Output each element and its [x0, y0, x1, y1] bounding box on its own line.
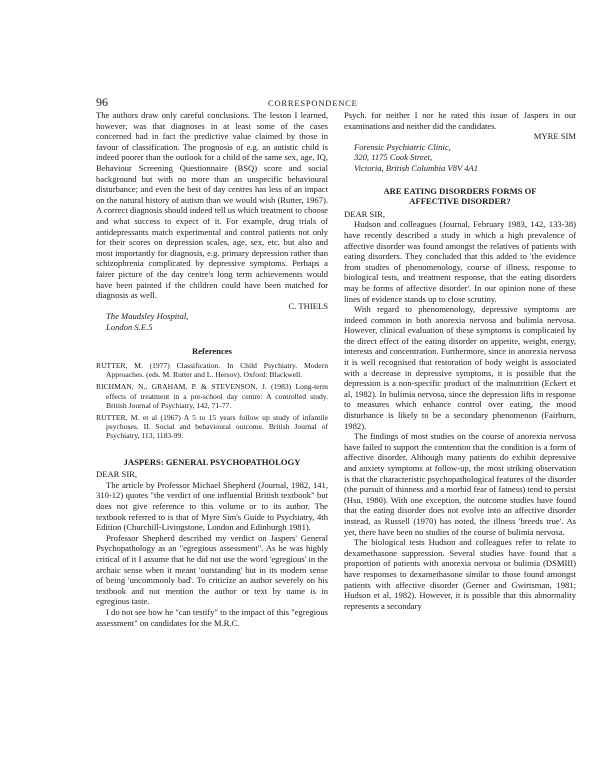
letter-paragraph: I do not see how he "can testify" to the impact of this "egregious assessment" on candidates for the M.R.C. — [96, 607, 328, 628]
heading-line: AFFECTIVE DISORDER? — [409, 196, 511, 207]
address-line: 320, 1175 Cook Street, — [354, 152, 433, 163]
address-line: London S.E.5 — [106, 321, 153, 332]
page-number: 96 — [96, 95, 108, 109]
letter-paragraph: With regard to phenomenology, depressive symptoms are indeed common in both anorexia nervosa and bulimia nervosa. However, clinical evaluation of these symptoms is complicated by the direct effect of the eating disorder on appetite, weight, energy, interests and concentration. Furthermore, since in anorexia nervosa it is well recognised that restoration of body weight is associated with a decrease in depressive symptoms, it is possible that the depression is a non-specific product of the malnutrition (Eckert et al, 1982). In bulimia nervosa, since the depression lifts in response to measures which enhance control over eating, the mood disturbance is likely to be a secondary phenomenon (Fairburn, 1982). — [344, 304, 576, 431]
references-heading: References — [192, 346, 232, 357]
signature: MYRE SIM — [533, 131, 576, 142]
letter-paragraph: Hudson and colleagues (Journal, February 1983, 142, 133-38) have recently described a study in which a high prevalence of affective disorder was found amongst the relatives of patients with eating disorders. They concluded that this added to 'the evidence from studies of phenomenology, course of illness, response to biological tests, and treatment response, that the eating disorders may be forms of affective disorder'. In our opinion none of these lines of evidence stands up to close scrutiny. — [344, 219, 576, 304]
letter-paragraph: The biological tests Hudson and colleagues refer to relate to dexamethasone suppression. Several studies have found that a proportion of patients with anorexia nervosa or bulimia (DSMIII) have responses to dexamethasone similar to those found amongst patients with affective disorder (Gerner and Gwirtsman, 1981; Hudson et al, 1982). However, it is possible that this abnormality represents a secondary — [344, 537, 576, 611]
letter-paragraph: Psych. for neither I nor he rated this issue of Jaspers in our examinations and neither did the candidates. — [344, 110, 576, 131]
heading-line: ARE EATING DISORDERS FORMS OF — [383, 185, 537, 196]
reference-item: RUTTER, M. (1977) Classification. In Child Psychiatry. Modern Approaches. (eds. M. Rutter and L. Hersov). Oxford: Blackwell. — [96, 361, 328, 380]
salutation: DEAR SIR, — [96, 469, 138, 480]
reference-item: RICHMAN, N., GRAHAM, P. & STEVENSON, J. (1983) Long-term effects of treatment in a pre-school day centre: A controlled study. British Journal of Psychiatry, 142, 71-77. — [96, 382, 328, 410]
address-line: Forensic Psychiatric Clinic, — [354, 141, 451, 152]
reference-item: RUTTER, M. et al (1967) A 5 to 15 years follow up study of infantile psychoses. II. Social and behavioural outcome. British Journal of Psychiatry, 113, 1183-99. — [96, 413, 328, 441]
section-heading-jaspers: JASPERS: GENERAL PSYCHOPATHOLOGY — [123, 456, 301, 467]
letter-paragraph: Professor Shepherd described my verdict on Jaspers' General Psychopathology as an "egregious assessment". As he was highly critical of it I assume that he did not use the word 'egregious' in the archaic sense when it meant 'outstanding' but in its modern sense of being 'uncommonly bad'. To criticize an author severely on his textbook and not mention the author or text by name is in egregious taste. — [96, 532, 328, 607]
letter-paragraph: The authors draw only careful conclusions. The lesson I learned, however, was that diagnoses in at least some of the cases concerned had in fact the predictive value claimed by those in favour of classification. The prognosis of e.g. an autistic child is indeed poorer than the outlook for a child of the same sex, age, IQ, Behaviour Screening Questionnaire (BSQ) score and social background but with no more than an unspecific behavioural disturbance; and even the best of day centres has less of an impact on the natural history of autism than we would wish (Rutter, 1967). A correct diagnosis should indeed tell us which treatment to choose and what success to expect of it. For example, drug trials of antidepressants match experimental and control patients not only for their scores on depression scales, age, sex, etc. but also and most importantly for diagnosis, e.g. primary depression rather than schizophrenia complicated by depressive symptoms. Perhaps a fairer picture of the day centre's long term achievements would have been painted if the children could have been matched for diagnosis as well. — [96, 110, 328, 301]
letter-paragraph: The findings of most studies on the course of anorexia nervosa have failed to support the contention that the condition is a form of affective disorder. Although many patients do exhibit depressive and anxiety symptoms at follow-up, the most striking observation is that the characteristic psychopathological features of the disorder (the pursuit of thinness and a morbid fear of fatness) tend to persist (Hsu, 1980). With one exception, the outcome studies have found that the eating disorder does not evolve into an affective disorder instead, as Russell (1970) has noted, the illness 'breeds true'. As yet, there have been no studies of the course of bulimia nervosa. — [344, 431, 576, 537]
salutation: DEAR SIR, — [344, 208, 386, 219]
section-heading-eating-disorders — [344, 186, 576, 207]
signature: C. THIELS — [288, 300, 328, 311]
running-head: CORRESPONDENCE — [268, 98, 358, 108]
address-line: Victoria, British Columbia V8V 4A1 — [354, 162, 479, 173]
right-column — [344, 110, 576, 611]
address-line: The Maudsley Hospital, — [106, 311, 189, 322]
letter-paragraph: The article by Professor Michael Shepherd (Journal, 1982, 141, 310-12) quotes "the verdict of one influential British textbook" but does not give reference to this volume or to its author. The textbook referred to is that of Myre Sim's Guide to Psychiatry, 4th Edition (Churchill-Livingstone, London and Edinburgh 1981). — [96, 479, 328, 533]
left-column — [96, 110, 328, 628]
